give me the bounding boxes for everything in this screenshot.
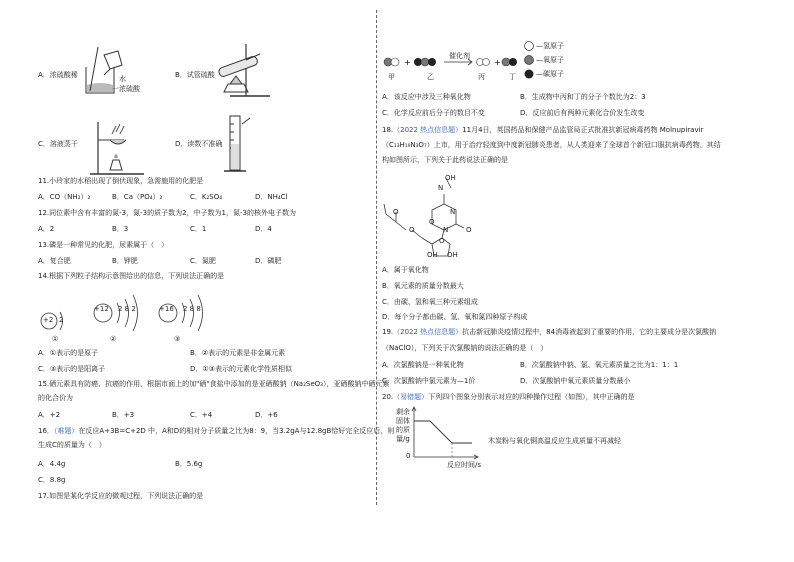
atom-1-marker: ① — [52, 335, 59, 343]
question-16 — [38, 427, 394, 436]
q16-text: 在反应A+3B=C+2D 中，A和D的相对分子质量之比为8：9，当3.2gA与12.8gB恰好完全反应后，则 — [78, 427, 395, 435]
graph-origin: 0 — [406, 452, 411, 460]
q11-option-a[interactable]: A．CO（NH₂）₂ — [38, 193, 91, 201]
mol-atom-oh-top: OH — [445, 174, 456, 182]
fig-a-water-label: 水 — [119, 75, 126, 83]
q18-text: 11月4日，英国药品和保健产品监管局正式批准抗新冠病毒药物 Molnupiravir — [462, 126, 704, 134]
atom-2-marker: ② — [110, 335, 117, 343]
q20-number: 20. — [382, 393, 394, 401]
test-tube-heating-figure — [210, 40, 280, 100]
q14-option-b[interactable]: B．②表示的元素是非金属元素 — [190, 349, 286, 357]
fig-d-label: D．读数不准确 — [175, 140, 223, 148]
svg-text:+: + — [494, 58, 501, 67]
q12-option-b[interactable]: B．3 — [112, 225, 129, 233]
question-16-cont: 生成C的质量为（ ） — [38, 441, 106, 449]
mol-atom-o-extra: O — [429, 218, 435, 226]
mass-time-graph — [412, 405, 482, 460]
q11-option-d[interactable]: D．NH₄Cl — [255, 193, 288, 201]
q12-option-a[interactable]: A．2 — [38, 225, 55, 233]
question-12: 12.同位素中含有丰富的氮-3，氮-3的质子数为2，中子数为1，氮-3的核外电子数为 — [38, 209, 296, 217]
q16-option-b[interactable]: B．5.6g — [175, 460, 203, 468]
question-13: 13.磷是一种常见的化肥，尿素属于（ ） — [38, 241, 169, 249]
graph-ylabel-4: 量/g — [396, 435, 410, 443]
q18-number: 18. — [382, 126, 394, 134]
q14-option-c[interactable]: C．③表示的是阳离子 — [38, 365, 106, 373]
question-11: 11.小玲家的水稻出现了倒伏现象，急需施用的化肥是 — [38, 177, 204, 185]
catalyst-label: 催化剂 — [449, 52, 470, 60]
q18-option-c[interactable]: C．由碳、氢和氧三种元素组成 — [382, 298, 478, 306]
mol-atom-n-ring2: N — [443, 226, 449, 234]
q19-option-d[interactable]: D．次氯酸钠中氧元素质量分数最小 — [520, 377, 631, 385]
q12-option-d[interactable]: D．4 — [255, 225, 272, 233]
q19-option-b[interactable]: B．次氯酸钠中钠、氯、氧元素质量之比为1：1：1 — [520, 361, 679, 369]
question-18-line2: （C₁₃H₁₉N₃O₇）上市，用于治疗轻度到中度新冠肺炎患者，从人类迎来了全球首个新冠口服抗病毒药物，其结 — [382, 141, 721, 149]
q11-option-b[interactable]: B．Ca（PO₄）₂ — [112, 193, 163, 201]
atom-3-marker: ③ — [174, 335, 181, 343]
graph-xlabel: 反应时间/s — [447, 461, 482, 469]
fig-a-acid-label: 一浓硫酸 — [112, 85, 140, 93]
atom-2-shells: 2 8 2 — [118, 305, 136, 313]
graph-ylabel-3: 的质 — [396, 426, 410, 434]
q18-option-a[interactable]: A．属于氧化物 — [382, 266, 429, 274]
fig-c-label: C．溶液蒸干 — [38, 140, 78, 148]
q13-option-c[interactable]: C．氮肥 — [190, 257, 216, 265]
mol-atom-n-ring1: N — [450, 208, 456, 216]
question-20 — [382, 393, 635, 402]
mol-atom-o-carbonyl: O — [466, 226, 472, 234]
q12-option-c[interactable]: C．1 — [190, 225, 207, 233]
mol-atom-o-ester: O — [409, 226, 415, 234]
q19-text: 抗击新冠肺炎疫情过程中，84消毒液起到了重要的作用，它的主要成分是次氯酸钠 — [462, 328, 717, 336]
atom-3-shells: 2 8 8 — [183, 305, 201, 313]
q19-option-c[interactable]: C．次氯酸钠中氯元素为—1价 — [382, 377, 476, 385]
q17-option-c[interactable]: C．化学反应前后分子的数目不变 — [382, 109, 485, 117]
column-divider — [376, 10, 377, 505]
question-17: 17.如图是某化学反应的微观过程，下列说法正确的是 — [38, 492, 204, 500]
fig-b-label: B．试管硫酸 — [175, 71, 215, 79]
mol-atom-oh-right: OH — [447, 251, 458, 259]
q14-option-d[interactable]: D．①③表示的元素化学性质相似 — [190, 365, 292, 373]
legend-hydrogen: —氢原子 — [536, 42, 564, 50]
q16-number: 16． — [38, 427, 54, 435]
legend-oxygen: —氧原子 — [536, 56, 564, 64]
q17-option-b[interactable]: B．生成物中丙和丁的分子个数比为2：3 — [520, 93, 646, 101]
fig-a-label: A．浓硫酸稀 — [38, 71, 78, 79]
atom-2-diagram — [93, 295, 153, 335]
graduated-cylinder-figure — [222, 114, 252, 174]
reactant-jia-label: 甲 — [388, 73, 395, 81]
question-19-line2: （NaClO），下列关于次氯酸钠的说法正确的是（ ） — [382, 344, 548, 352]
atom-1-nucleus: +2 — [43, 316, 54, 324]
q17-option-d[interactable]: D．反应前后有两种元素化合价发生改变 — [520, 109, 645, 117]
mol-atom-oh-left: OH — [427, 251, 438, 259]
q18-option-b[interactable]: B．氧元素的质量分数最大 — [382, 282, 464, 290]
graph-ylabel-2: 固体 — [396, 417, 410, 425]
q13-option-d[interactable]: D．磷肥 — [255, 257, 282, 265]
q15-option-a[interactable]: A．+2 — [38, 411, 61, 419]
q11-option-c[interactable]: C．K₂SO₄ — [190, 193, 223, 201]
atom-3-nucleus: +16 — [159, 305, 174, 313]
atom-3-diagram — [158, 295, 218, 335]
q14-option-a[interactable]: A．①表示的是原子 — [38, 349, 99, 357]
graph-ylabel-1: 剩余 — [396, 408, 410, 416]
question-15-cont: 的化合价为 — [38, 394, 73, 402]
atom-1-shells: 2 — [59, 316, 64, 324]
q13-option-a[interactable]: A．复合肥 — [38, 257, 71, 265]
q16-option-c[interactable]: C．8.8g — [38, 476, 66, 484]
question-15: 15.硒元素具有防癌、抗癌的作用，根据市面上的加"硒"食盐中添加的是亚硒酸钠（Na₂SeO₃），亚硒酸钠中硒元素 — [38, 380, 390, 388]
mol-atom-o-ketone: O — [393, 208, 399, 216]
mol-atom-n-top: N — [438, 184, 444, 192]
evaporating-figure — [88, 118, 148, 178]
q20-tag: （易错题） — [393, 393, 429, 401]
reactant-yi-label: 乙 — [427, 73, 434, 81]
q19-number: 19. — [382, 328, 394, 336]
atom-2-nucleus: +12 — [94, 305, 109, 313]
atom-legend-swatches — [523, 40, 535, 80]
q15-option-c[interactable]: C．+4 — [190, 411, 213, 419]
q19-tag: （2022 热点信息题） — [393, 328, 463, 336]
svg-text:+: + — [404, 58, 411, 67]
q20-text: 下列四个图象分别表示对应的四种操作过程（如图），其中正确的是 — [428, 393, 635, 401]
q16-option-a[interactable]: A．4.4g — [38, 460, 66, 468]
q15-option-b[interactable]: B．+3 — [112, 411, 135, 419]
q18-option-d[interactable]: D．每个分子都由碳、氢、氧和氮四种原子构成 — [382, 313, 528, 321]
legend-carbon: —碳原子 — [536, 70, 564, 78]
q17-option-a[interactable]: A．该反应中涉及三种氧化物 — [382, 93, 471, 101]
q15-option-d[interactable]: D．+6 — [255, 411, 278, 419]
mol-atom-o-ring: O — [439, 237, 445, 245]
q16-tag: （难题） — [53, 427, 79, 435]
product-ding-label: 丁 — [509, 73, 516, 81]
question-18 — [382, 126, 703, 135]
question-14: 14.根据下列粒子结构示意图给出的信息，下列说法正确的是 — [38, 272, 225, 280]
q19-option-a[interactable]: A．次氯酸钠是一种氧化物 — [382, 361, 464, 369]
reaction-diagram — [382, 42, 517, 82]
question-18-line3: 构如图所示，下列关于此药说法正确的是 — [382, 156, 508, 164]
question-19 — [382, 328, 716, 337]
graph-caption: 木炭粉与氧化铜高温反应生成质量不再减轻 — [488, 437, 621, 445]
q18-tag: （2022 热点信息题） — [393, 126, 463, 134]
q13-option-b[interactable]: B．钾肥 — [112, 257, 138, 265]
product-bing-label: 丙 — [478, 73, 485, 81]
